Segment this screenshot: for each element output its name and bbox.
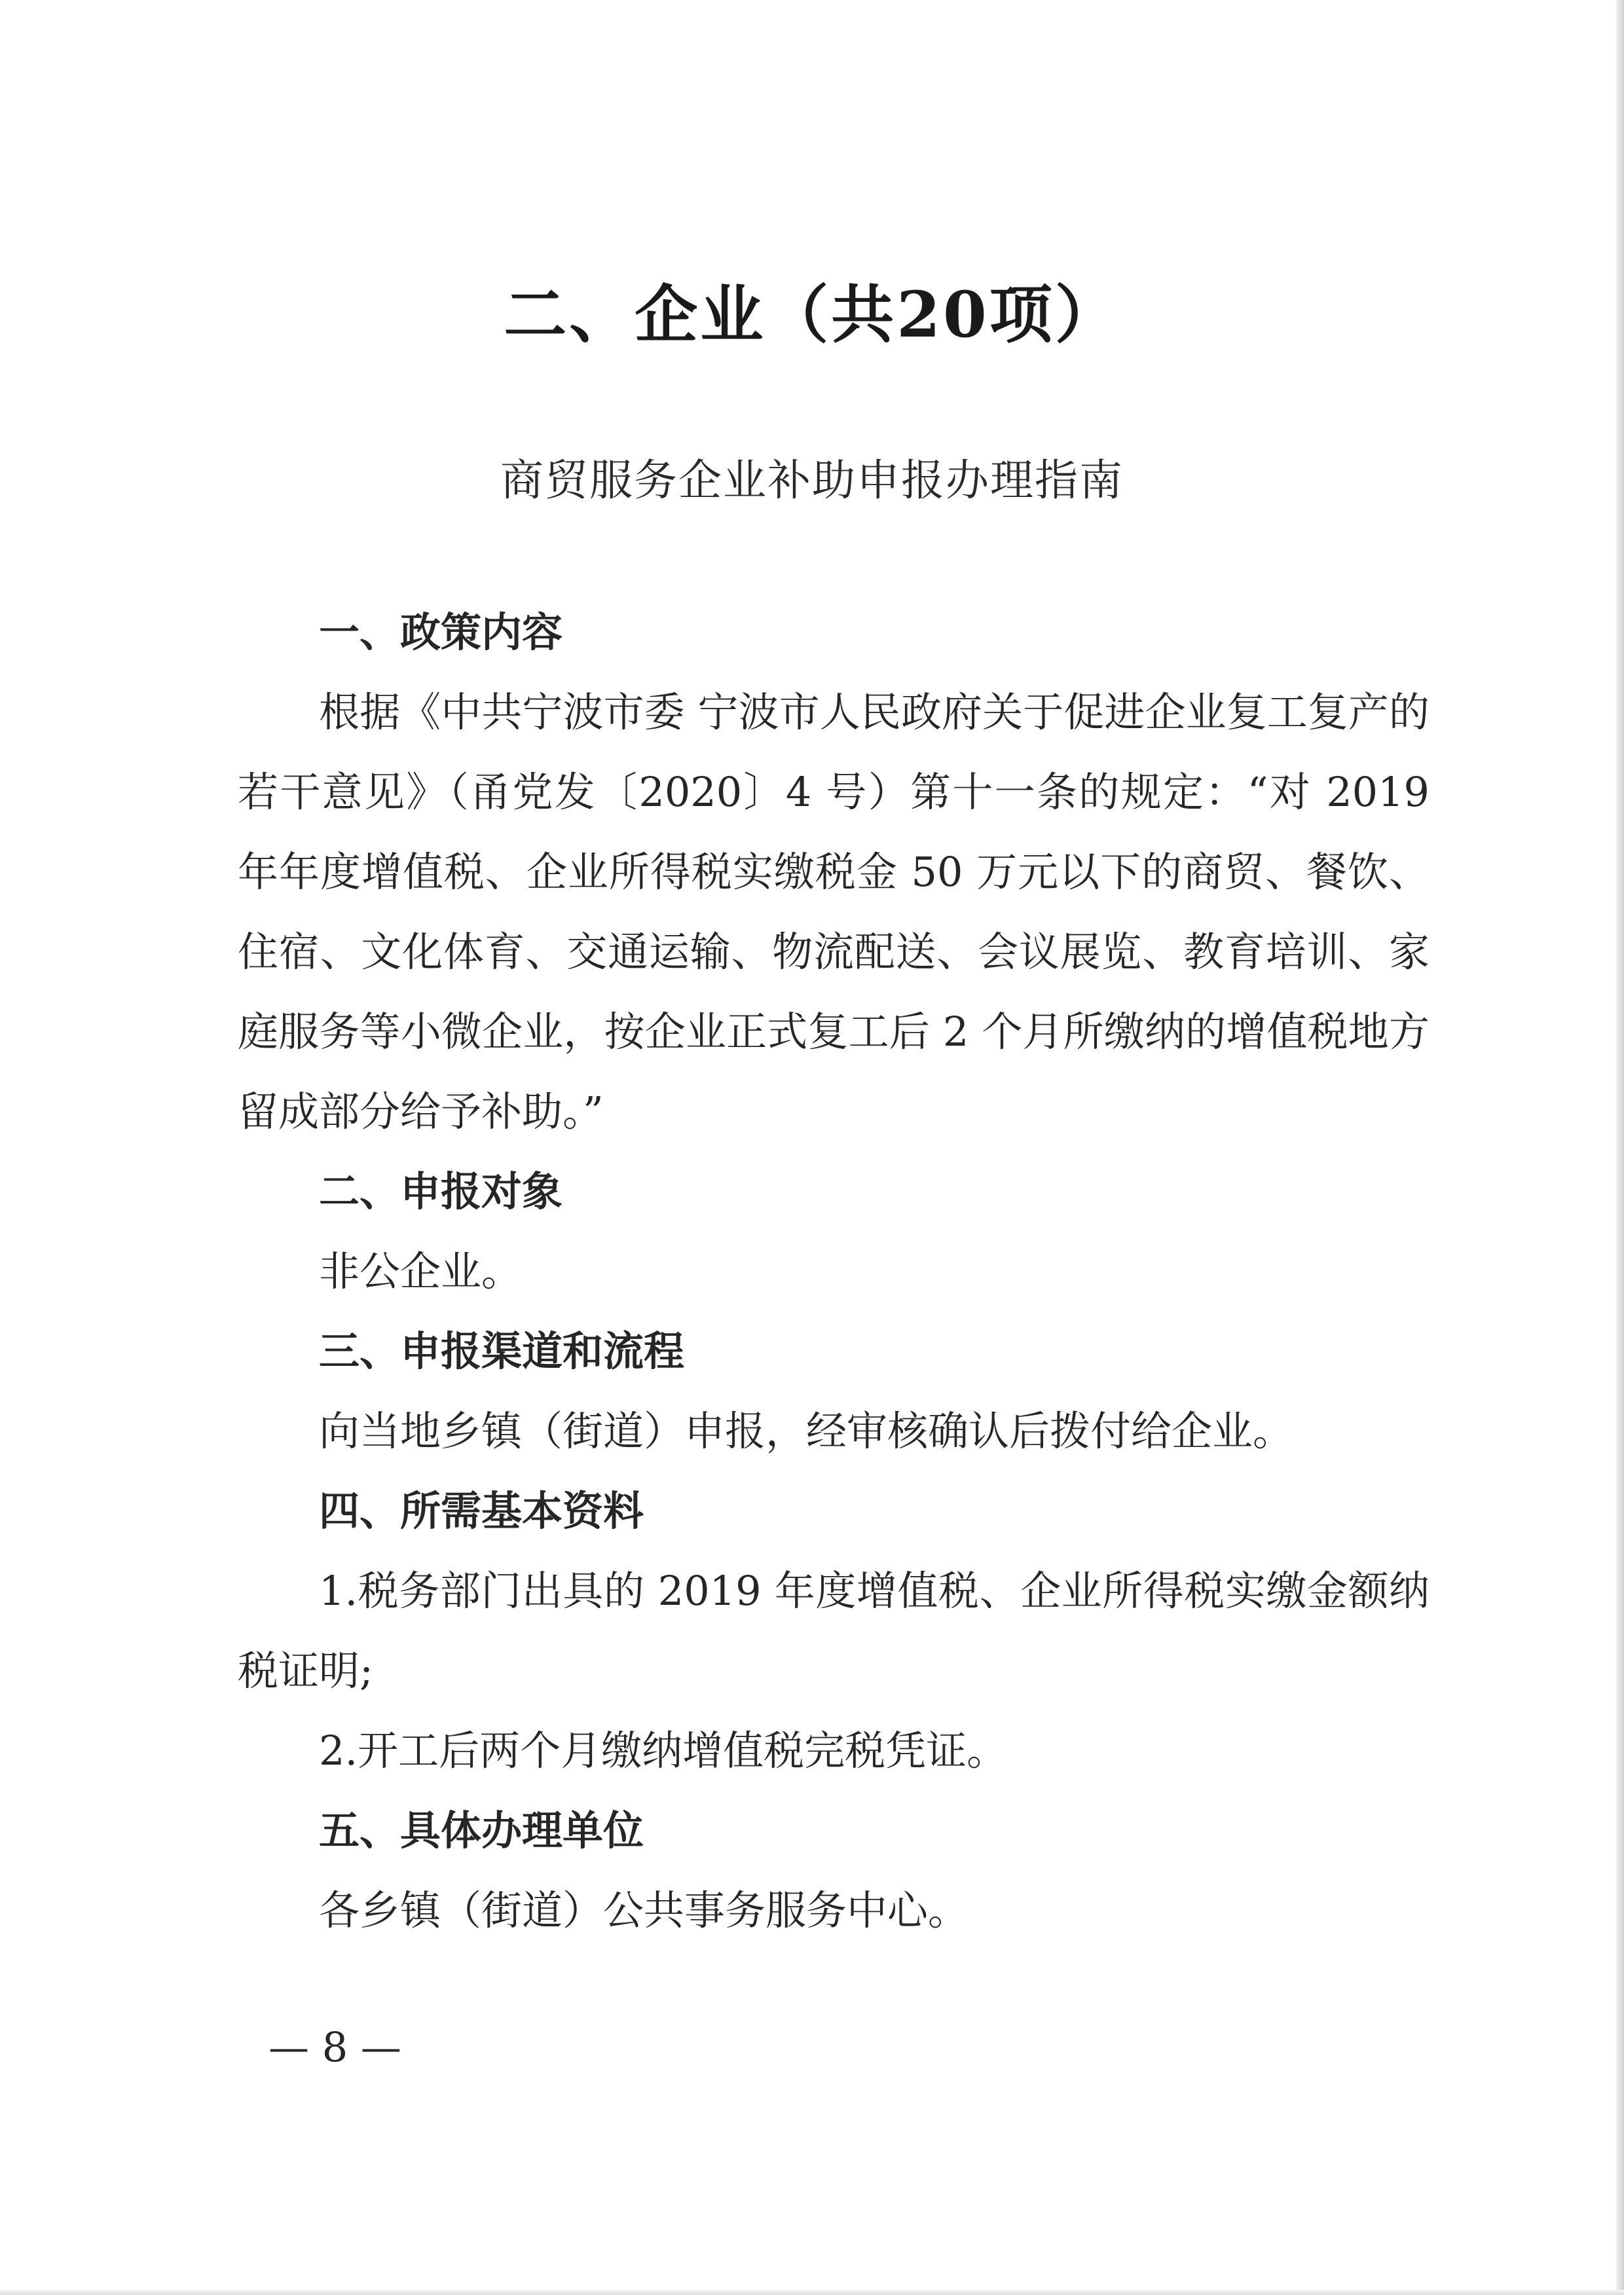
scan-bottom-edge	[0, 2290, 1624, 2295]
section-paragraph-material-1: 1.税务部门出具的 2019 年度增值税、企业所得税实缴金额纳税证明;	[238, 1567, 1430, 1695]
page-subtitle: 商贸服务企业补助申报办理指南	[500, 455, 1124, 505]
section-heading-materials: 四、所需基本资料	[319, 1487, 644, 1535]
section-heading-applicants: 二、申报对象	[319, 1167, 563, 1215]
section-heading-policy: 一、政策内容	[319, 608, 563, 656]
section-paragraph-office: 各乡镇（街道）公共事务服务中心。	[319, 1886, 969, 1934]
section-paragraph-channel: 向当地乡镇（街道）申报，经审核确认后拨付给企业。	[319, 1407, 1294, 1455]
section-paragraph-policy: 根据《中共宁波市委 宁波市人民政府关于促进企业复工复产的若干意见》（甬党发〔2020〕4 号）第十一条的规定：“对 2019年年度增值税、企业所得税实缴税金 50 万元以下的商贸、餐饮、住宿、文化体育、交通运输、物流配送、会议展览、教育培训、家庭服务等小微企业，按企业正式复工后 2 个月所缴纳的增值税地方留成部分给予补助。”	[238, 688, 1430, 1135]
page-title: 二、企业（共20项）	[504, 278, 1120, 352]
document-body	[238, 593, 1430, 1951]
section-heading-office: 五、具体办理单位	[319, 1807, 644, 1854]
page-number: — 8 —	[268, 2023, 401, 2071]
section-paragraph-applicants: 非公企业。	[319, 1247, 523, 1295]
section-heading-channel: 三、申报渠道和流程	[319, 1327, 685, 1375]
section-paragraph-material-2: 2.开工后两个月缴纳增值税完税凭证。	[319, 1727, 1008, 1774]
